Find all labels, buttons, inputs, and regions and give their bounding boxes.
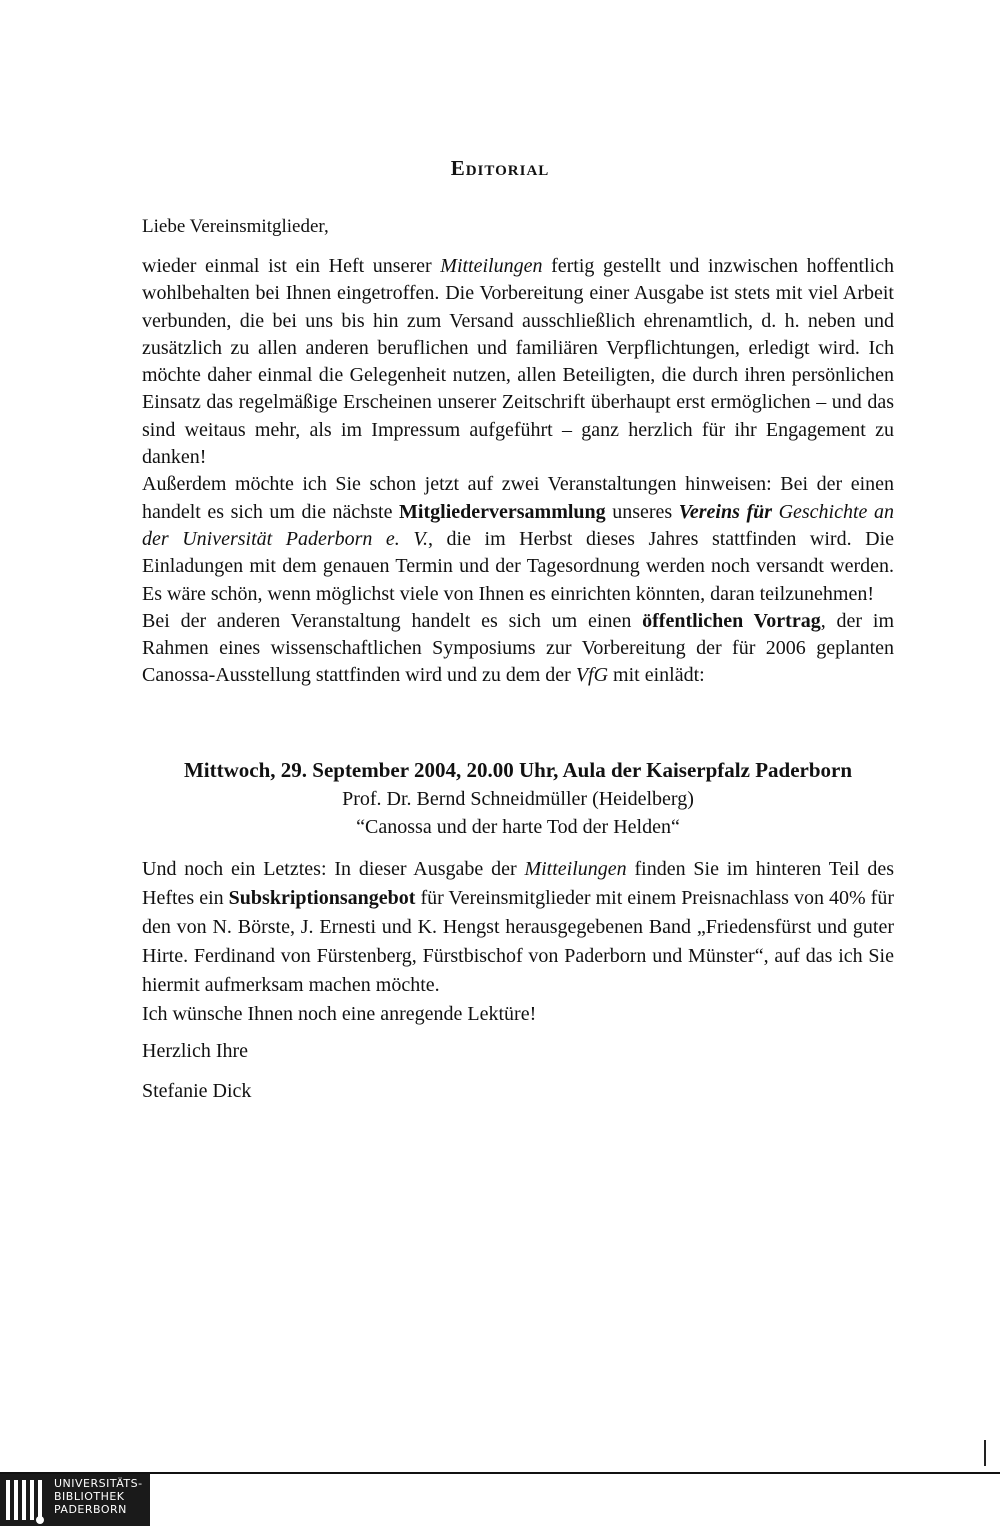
text-run: , die im Herbst dieses Jahres stattfinden wird. Die Einladungen mit dem genauen Termin und der Tagesordnung werden noch versandt werden. Es wäre schön, wenn möglichst viele von Ihnen es einrichten könnten, daran teilzunehmen! xyxy=(142,527,895,605)
paragraph-1 xyxy=(142,253,894,471)
closing-body xyxy=(142,855,894,1029)
paragraph-3 xyxy=(142,608,894,690)
event-date: Mittwoch, 29. September 2004, 20.00 Uhr, Aula der Kaiserpfalz Paderborn xyxy=(183,758,853,782)
library-logo-text xyxy=(54,1477,143,1516)
paragraph-4 xyxy=(142,855,894,1000)
text-run: mit einlädt: xyxy=(608,664,705,687)
text-run: für Vereinsmitglieder mit einem Preisnachlass von 40% für den von N. Börste, J. Ernesti und K. Hengst herausgegebenen Band „Friedensfürst und guter Hirte. Ferdinand von Fürstenberg, Fürstbischof von Paderborn und Münster“, auf das ich Sie hiermit aufmerksam machen möchte. xyxy=(142,887,894,996)
text-run: Und noch ein Letztes: In dieser Ausgabe der xyxy=(142,858,525,880)
salutation: Liebe Vereinsmitglieder, xyxy=(142,216,329,237)
text-run: finden Sie im hinteren Teil des Heftes ein xyxy=(142,858,895,909)
text-run: , der im Rahmen eines wissenschaftlichen Symposiums zur Vorbereitung der für 2006 geplanten Canossa-Ausstellung stattfinden wird und zu dem der xyxy=(142,609,894,687)
paragraph-5: Ich wünsche Ihnen noch eine anregende Lektüre! xyxy=(142,1003,537,1025)
mitgliederversammlung-emphasis: Mitgliederversammlung xyxy=(399,500,606,523)
subscription-offer-emphasis: Subskriptionsangebot xyxy=(228,887,416,909)
library-logo-dot xyxy=(36,1516,44,1524)
editorial-body xyxy=(142,253,894,690)
library-logo-line: BIBLIOTHEK xyxy=(54,1490,125,1503)
text-run: fertig gestellt und inzwischen hoffentlich wohlbehalten bei Ihnen eingetroffen. Die Vorbereitung einer Ausgabe ist stets mit viel Arbeit verbunden, die bei uns bis hin zum Versand ausschließlich ehrenamtlich, d. h. neben und zusätzlich zu allen anderen beruflichen und familiären Verpflichtungen, erledigt wird. Ich möchte daher einmal die Gelegenheit nutzen, allen Beteiligten, die durch ihren persönlichen Einsatz das regelmäßige Erscheinen unserer Zeitschrift überhaupt erst ermöglichen – und das sind weitaus mehr, als im Impressum aufgeführt – ganz herzlich für ihr Engagement zu danken! xyxy=(142,255,895,469)
title-rest: ditorial xyxy=(465,156,550,180)
bottom-rule xyxy=(0,1472,1000,1474)
event-announcement xyxy=(142,756,894,842)
library-logo xyxy=(0,1474,150,1526)
library-logo-line: UNIVERSITÄTS- xyxy=(54,1477,143,1490)
title-initial: E xyxy=(450,156,466,180)
vfg-abbreviation: VfG xyxy=(575,664,609,687)
journal-name: Mitteilungen xyxy=(524,858,627,880)
vortrag-emphasis: öffentlichen Vortrag xyxy=(642,609,821,632)
text-run: Außerdem möchte ich Sie schon jetzt auf zwei Veranstaltungen hinweisen: Bei der einen handelt es sich um die nächste xyxy=(142,473,894,523)
verein-name: Geschichte an der Universität Paderborn e. V. xyxy=(142,500,894,550)
text-run: unseres xyxy=(605,500,679,523)
journal-name: Mitteilungen xyxy=(440,255,543,277)
verein-name-bold: Vereins für xyxy=(678,500,773,523)
margin-mark xyxy=(984,1440,986,1466)
paragraph-2 xyxy=(142,471,894,607)
page-title xyxy=(0,156,1000,181)
closing-greeting: Herzlich Ihre xyxy=(142,1040,249,1062)
library-logo-line: PADERBORN xyxy=(54,1503,127,1516)
signature: Stefanie Dick xyxy=(142,1080,252,1102)
text-run: Bei der anderen Veranstaltung handelt es sich um einen xyxy=(142,609,643,632)
event-speaker: Prof. Dr. Bernd Schneidmüller (Heidelberg) xyxy=(342,787,694,810)
text-run: wieder einmal ist ein Heft unserer xyxy=(142,255,441,277)
event-talk-title: “Canossa und der harte Tod der Helden“ xyxy=(356,816,680,838)
